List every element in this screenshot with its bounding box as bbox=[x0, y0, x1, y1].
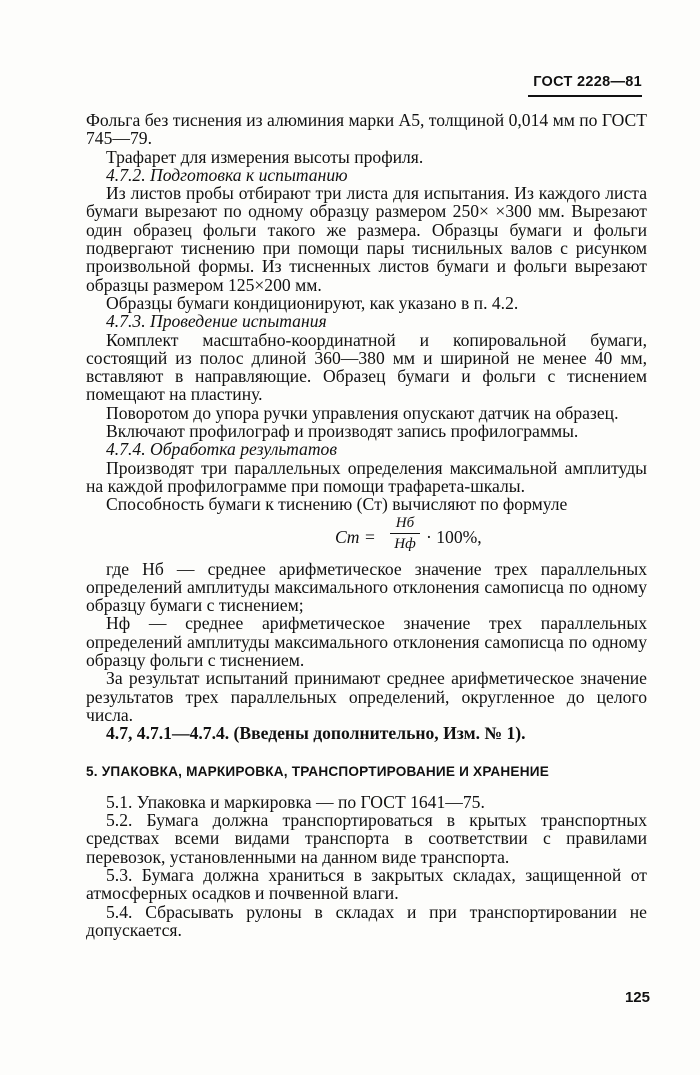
document-body bbox=[86, 111, 647, 939]
standard-header: ГОСТ 2228—81 bbox=[533, 74, 642, 90]
paragraph-kit: Комплект масштабно-координатной и копировальной бумаги, состоящий из полос длиной 360—380 мм и шириной не менее 40 мм, вставляют в направляющие. Образец бумаги и фольги с тиснением помещают на пластину. bbox=[86, 329, 647, 405]
formula-numerator: Hб bbox=[395, 514, 415, 531]
paragraph-hf: Hф — среднее арифметическое значение трех параллельных определений амплитуды максимального отклонения самописца по одному образцу фольги с тиснением. bbox=[86, 613, 647, 671]
page-number: 125 bbox=[624, 989, 650, 1006]
formula-fraction bbox=[390, 514, 420, 553]
heading-4-7-4: 4.7.4. Обработка результатов bbox=[106, 439, 337, 460]
section-5-title: 5. УПАКОВКА, МАРКИРОВКА, ТРАНСПОРТИРОВАНИЕ И ХРАНЕНИЕ bbox=[86, 763, 549, 779]
paragraph-5-4: 5.4. Сбрасывать рулоны в складах и при транспортировании не допускается. bbox=[86, 901, 647, 940]
formula-lhs: Cт = bbox=[335, 526, 376, 547]
paragraph-amendment: 4.7, 4.7.1—4.7.4. (Введены дополнительно, Изм. № 1). bbox=[106, 723, 526, 744]
paragraph-result: За результат испытаний принимают среднее арифметическое значение результатов трех параллельных определений, округленное до целого числа. bbox=[86, 668, 647, 725]
paragraph-profilograph: Включают профилограф и производят запись профилограммы. bbox=[106, 421, 579, 442]
paragraph-sample-prep: Из листов пробы отбирают три листа для испытания. Из каждого листа бумаги вырезают по одному образцу размером 250× ×300 мм. Вырезают один образец фольги такого же размера. Образцы бумаги и фольги подвергают тиснению при помощи пары тиснильных валов с рисунком произвольной формы. Из тисненных листов бумаги и фольги вырезают образцы размером 125×200 мм. bbox=[86, 183, 647, 295]
formula-rhs: · 100%, bbox=[426, 526, 482, 547]
paragraph-parallel: Производят три параллельных определения максимальной амплитуды на каждой профилограмме при помощи трафарета-шкалы. bbox=[86, 457, 647, 496]
paragraph-foil: Фольга без тиснения из алюминия марки А5, толщиной 0,014 мм по ГОСТ 745—79. bbox=[86, 110, 647, 149]
formula bbox=[86, 514, 647, 560]
formula-denominator: Hф bbox=[394, 535, 416, 552]
fraction-bar bbox=[390, 533, 420, 534]
header-rule bbox=[528, 95, 642, 97]
heading-4-7-3: 4.7.3. Проведение испытания bbox=[106, 311, 327, 332]
paragraph-stencil: Трафарет для измерения высоты профиля. bbox=[106, 146, 424, 167]
paragraph-5-3: 5.3. Бумага должна храниться в закрытых складах, защищенной от атмосферных осадков и почвенной влаги. bbox=[86, 864, 647, 904]
paragraph-5-2: 5.2. Бумага должна транспортироваться в крытых транспортных средствах всеми видами транспорта в соответствии с правилами перевозок, установленными на данном виде транспорта. bbox=[86, 810, 647, 867]
heading-4-7-2: 4.7.2. Подготовка к испытанию bbox=[106, 164, 348, 185]
paragraph-formula-intro: Способность бумаги к тиснению (Cт) вычисляют по формуле bbox=[106, 494, 568, 515]
paragraph-rotation: Поворотом до упора ручки управления опускают датчик на образец. bbox=[106, 402, 619, 423]
paragraph-where-hb: где Hб — среднее арифметическое значение трех параллельных определений амплитуды максимального отклонения самописца по одному образцу бумаги с тиснением; bbox=[86, 558, 647, 616]
paragraph-5-1: 5.1. Упаковка и маркировка — по ГОСТ 1641—75. bbox=[106, 791, 485, 812]
paragraph-conditioning: Образцы бумаги кондиционируют, как указано в п. 4.2. bbox=[106, 292, 519, 313]
